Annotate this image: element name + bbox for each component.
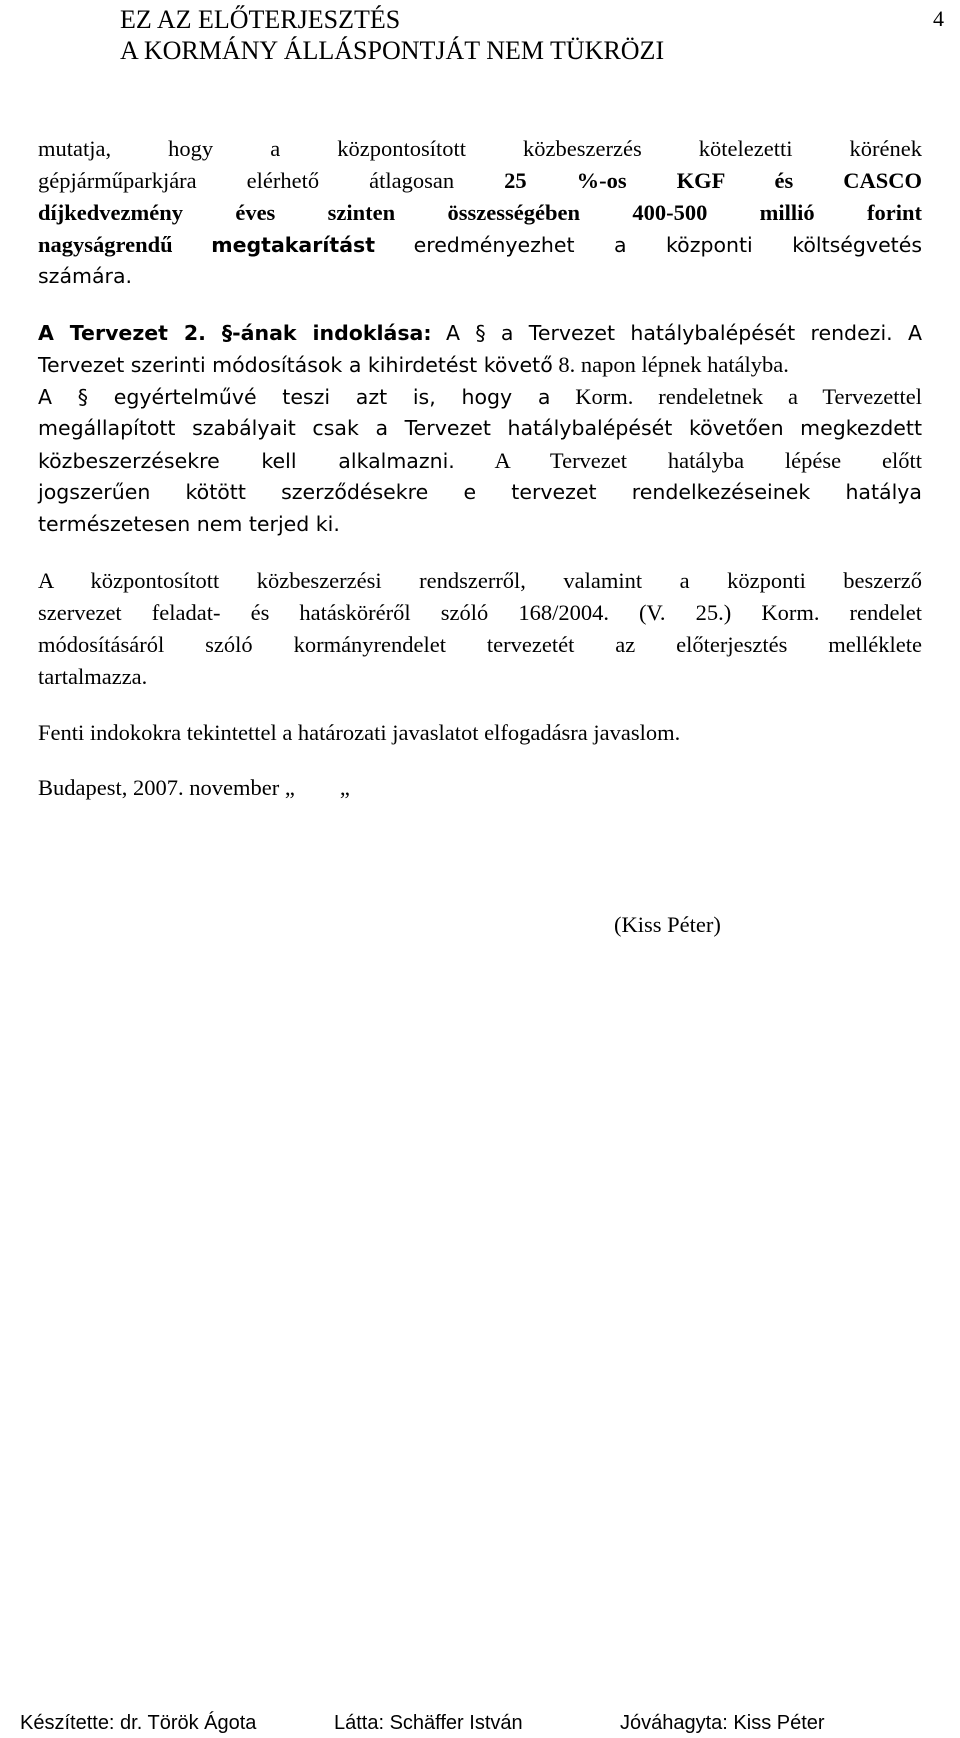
para2-l2b: 8. napon lépnek hatályba. — [558, 352, 789, 377]
para2-l5b: A Tervezet hatályba lépése előtt — [494, 448, 922, 473]
para1-line-3: díjkedvezmény éves szinten összességében 400-500 millió forint — [38, 200, 922, 225]
para2-l3a: A § egyértelművé teszi azt is, hogy a — [38, 385, 551, 409]
para2-line-5 — [38, 448, 922, 474]
header-line-2: A KORMÁNY ÁLLÁSPONTJÁT NEM TÜKRÖZI — [120, 36, 665, 65]
para3-line-2: szervezet feladat- és hatásköréről szóló 168/2004. (V. 25.) Korm. rendelet — [38, 600, 922, 625]
signature-name: (Kiss Péter) — [614, 912, 721, 937]
para2-l5a: közbeszerzésekre kell alkalmazni. — [38, 449, 455, 473]
document-header — [120, 4, 760, 66]
para2-l1a: A Tervezet 2. §-ának indoklása: — [38, 321, 432, 345]
para2-line-7: természetesen nem terjed ki. — [38, 512, 340, 536]
para3-line-3: módosításáról szóló kormányrendelet tervezetét az előterjesztés melléklete — [38, 632, 922, 657]
para1-l2b: 25 %-os KGF és CASCO — [504, 168, 922, 193]
para1-l2a: gépjárműparkjára elérhető átlagosan — [38, 168, 455, 193]
para1-l4b: megtakarítást — [211, 233, 376, 257]
para2-line-3 — [38, 384, 922, 410]
footer-prepared-by: Készítette: dr. Török Ágota — [20, 1712, 257, 1734]
footer-seen-by: Látta: Schäffer István — [334, 1712, 523, 1734]
para1-line-4 — [38, 232, 922, 258]
para1-line-2 — [38, 168, 922, 194]
para2-line-2 — [38, 352, 922, 378]
date-line: Budapest, 2007. november „ „ — [38, 775, 350, 800]
para4-line: Fenti indokokra tekintettel a határozati javaslatot elfogadásra javaslom. — [38, 720, 681, 745]
para2-l3b: Korm. rendeletnek a Tervezettel — [575, 384, 922, 409]
para2-l2a: Tervezet szerinti módosítások a kihirdetést követő — [38, 353, 553, 377]
para1-l4c: eredményezhet a központi költségvetés — [413, 233, 923, 257]
para2-l1b: A § a Tervezet hatálybalépését rendezi. A — [446, 321, 922, 345]
para2-line-4: megállapított szabályait csak a Tervezet hatálybalépését követően megkezdett — [38, 416, 922, 440]
para1-line-5: számára. — [38, 264, 133, 288]
para2-line-6: jogszerűen kötött szerződésekre e tervezet rendelkezéseinek hatálya — [38, 480, 922, 504]
para1-line-1: mutatja, hogy a központosított közbeszerzés kötelezetti körének — [38, 136, 922, 161]
para1-l4a: nagyságrendű — [38, 232, 173, 257]
page-number: 4 — [933, 6, 944, 31]
header-line-1: EZ AZ ELŐTERJESZTÉS — [120, 5, 401, 34]
para3-line-1: A központosított közbeszerzési rendszerről, valamint a központi beszerző — [38, 568, 922, 593]
footer-approved-by: Jóváhagyta: Kiss Péter — [620, 1712, 825, 1734]
para3-line-4: tartalmazza. — [38, 664, 148, 689]
para2-line-1 — [38, 320, 922, 346]
